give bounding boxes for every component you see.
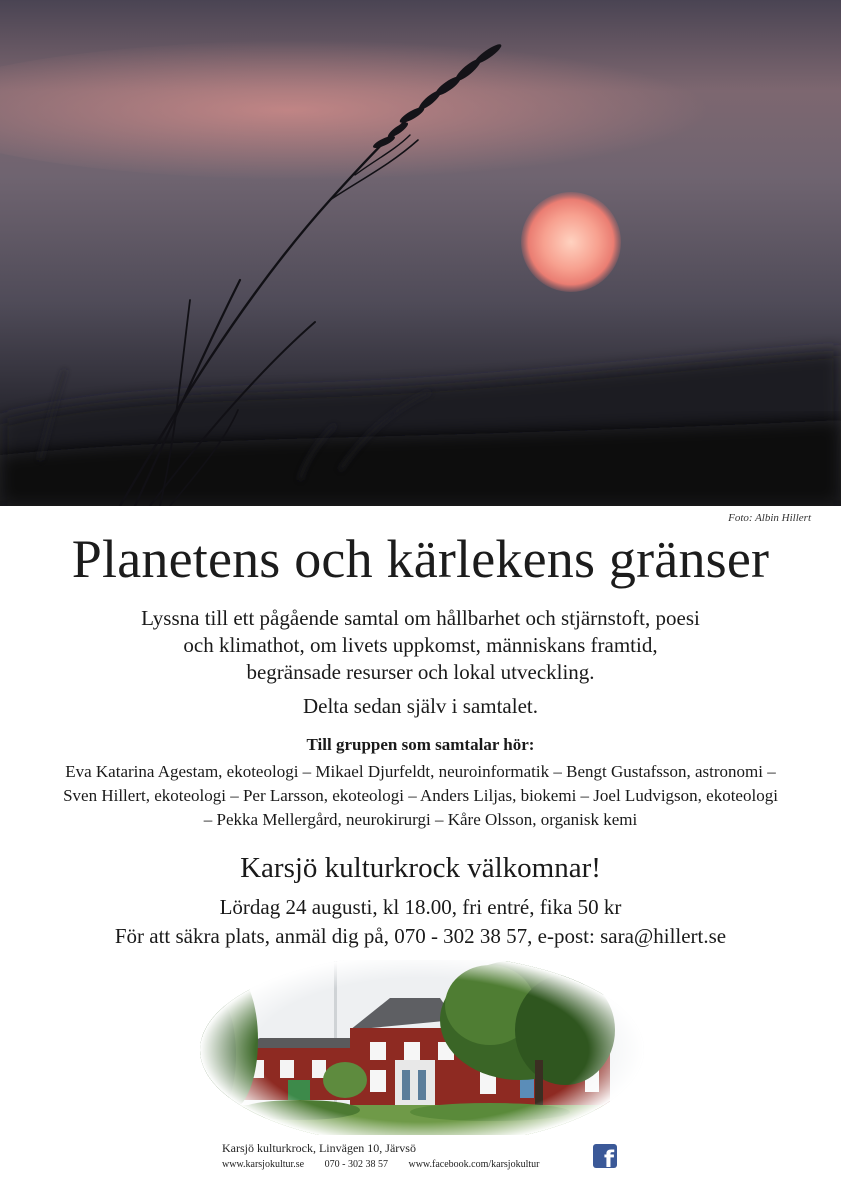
intro-line: och klimathot, om livets uppkomst, människans framtid, [183, 633, 658, 657]
date-line: Lördag 24 augusti, kl 18.00, fri entré, fika 50 kr [219, 895, 622, 919]
invite-text: Delta sedan själv i samtalet. [302, 694, 538, 718]
footer-links [222, 1159, 557, 1170]
welcome-heading: Karsjö kulturkrock välkomnar! [240, 852, 601, 884]
page-title: Planetens och kärlekens gränser [71, 529, 770, 589]
photo-credit: Foto: Albin Hillert [728, 512, 811, 524]
booking-line: För att säkra plats, anmäl dig på, 070 - 302 38 57, e-post: sara@hillert.se [114, 924, 727, 948]
red-house-image [190, 960, 655, 1135]
venue-photo [190, 960, 655, 1135]
facebook-link[interactable]: www.facebook.com/karsjokultur [408, 1159, 540, 1170]
facebook-glyph: f [603, 1147, 614, 1168]
intro-line: begränsade resurser och lokal utveckling. [246, 660, 595, 684]
facebook-icon[interactable] [593, 1144, 617, 1168]
group-heading: Till gruppen som samtalar hör: [306, 735, 535, 754]
event-details [0, 893, 841, 951]
footer-address: Karsjö kulturkrock, Linvägen 10, Järvsö [222, 1141, 416, 1155]
intro-text [0, 605, 841, 686]
members-list: Eva Katarina Agestam, ekoteologi – Mikael Djurfeldt, neuroinformatik – Bengt Gustafsson, astronomi – Sven Hillert, ekoteologi – Per Larsson, ekoteologi – Anders Liljas, biokemi – Joel Ludvigson, ekoteologi – Pekka Mellergård, neurokirurgi – Kåre Olsson, organisk kemi [63, 762, 778, 829]
phone-number: 070 - 302 38 57 [324, 1159, 388, 1170]
intro-line: Lyssna till ett pågående samtal om hållbarhet och stjärnstoft, poesi [141, 606, 700, 630]
sunset-grass-image [0, 0, 841, 506]
hero-photo [0, 0, 841, 506]
website-link[interactable]: www.karsjokultur.se [222, 1159, 305, 1170]
